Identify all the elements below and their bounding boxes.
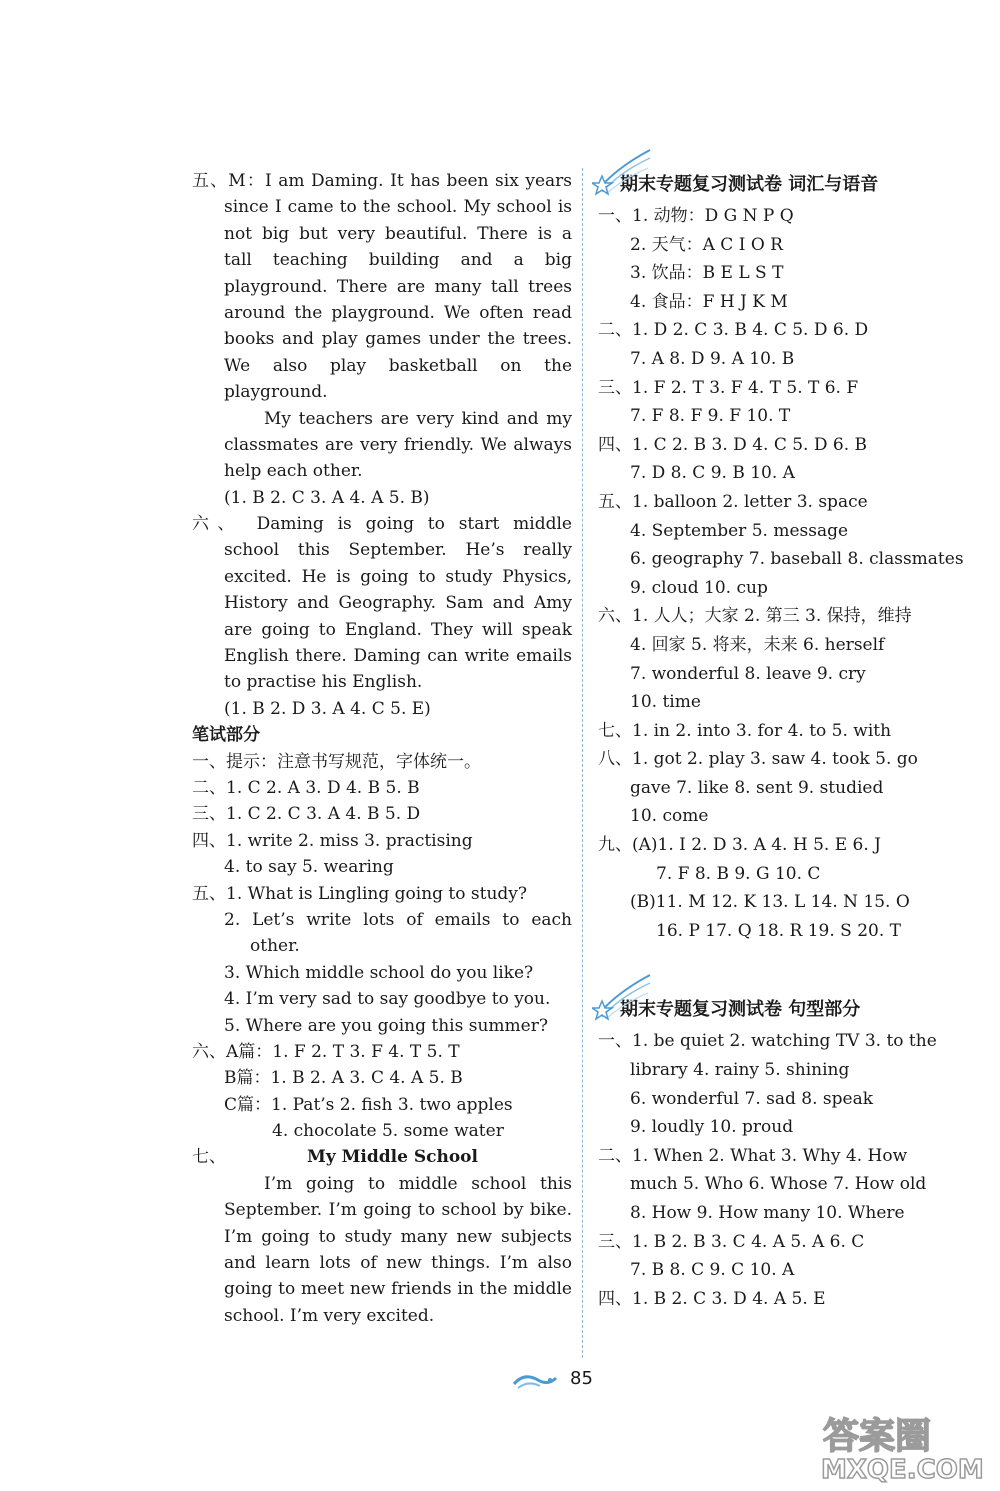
vocab-answer-line: 六、1. 人人；大家 2. 第三 3. 保持，维持 <box>598 606 912 627</box>
written-answer-line: 六、A篇：1. F 2. T 3. F 4. T 5. T <box>192 1041 460 1062</box>
vocab-answer-line: 10. come <box>630 806 709 827</box>
listening-5-line: playground. There are many tall trees <box>224 276 572 297</box>
written-section-title: 笔试部分 <box>192 725 260 746</box>
essay-line: September. I’m going to school by bike. <box>224 1200 572 1221</box>
listening-5-line: around the playground. We often read <box>224 302 572 323</box>
watermark-title: 答案圈 <box>823 1416 932 1457</box>
column-divider <box>582 168 583 1358</box>
vocab-answer-line: 7. wonderful 8. leave 9. cry <box>630 663 866 684</box>
vocab-answer-line: 4. 食品：F H J K M <box>630 291 788 312</box>
written-answer-line: 五、1. What is Lingling going to study? <box>192 883 528 904</box>
written-answer-line: 4. chocolate 5. some water <box>272 1121 504 1142</box>
vocab-answer-line: 7. F 8. B 9. G 10. C <box>656 863 821 884</box>
vocab-answer-line: 三、1. F 2. T 3. F 4. T 5. T 6. F <box>598 377 859 398</box>
vocab-answer-line: 3. 饮品：B E L S T <box>630 263 784 284</box>
vocab-answer-line: 七、1. in 2. into 3. for 4. to 5. with <box>598 720 892 741</box>
sentence-answer-line: library 4. rainy 5. shining <box>630 1060 850 1081</box>
essay-label: 七、 <box>192 1147 226 1168</box>
listening-5-line: classmates are very friendly. We always <box>224 434 572 455</box>
written-answer-line: 5. Where are you going this summer? <box>224 1015 548 1036</box>
vocab-answer-line: 五、1. balloon 2. letter 3. space <box>598 491 868 512</box>
listening-6-line: excited. He is going to study Physics, <box>224 566 572 587</box>
watermark-domain: MXQE.COM <box>821 1455 984 1485</box>
fish-logo-icon <box>510 1368 560 1394</box>
vocab-answer-line: 九、(A)1. I 2. D 3. A 4. H 5. E 6. J <box>598 835 881 856</box>
listening-6-line: are going to England. They will speak <box>224 619 572 640</box>
written-answer-line: 四、1. write 2. miss 3. practising <box>192 830 473 851</box>
shooting-star-icon <box>592 971 652 1021</box>
vocab-answer-line: 16. P 17. Q 18. R 19. S 20. T <box>656 920 901 941</box>
site-watermark <box>815 1410 995 1485</box>
sentence-answer-line: 9. loudly 10. proud <box>630 1117 794 1138</box>
listening-5-line: help each other. <box>224 461 363 482</box>
vocab-answer-line: (B)11. M 12. K 13. L 14. N 15. O <box>630 892 910 913</box>
vocab-answer-line: 2. 天气：A C I O R <box>630 234 783 255</box>
listening-5-line: since I came to the school. My school is <box>224 197 572 218</box>
written-answer-line: 三、1. C 2. C 3. A 4. B 5. D <box>192 804 421 825</box>
sentence-answer-line: 二、1. When 2. What 3. Why 4. How <box>598 1145 908 1166</box>
vocab-answer-line: 7. F 8. F 9. F 10. T <box>630 406 791 427</box>
written-answer-line: 3. Which middle school do you like? <box>224 962 534 983</box>
written-answer-line: 4. I’m very sad to say goodbye to you. <box>224 989 551 1010</box>
sentence-answer-line: much 5. Who 6. Whose 7. How old <box>630 1174 927 1195</box>
written-answer-line: 4. to say 5. wearing <box>224 857 394 878</box>
listening-6-answers: (1. B 2. D 3. A 4. C 5. E) <box>224 698 431 719</box>
essay-title: My Middle School <box>307 1147 478 1168</box>
listening-5-answers: (1. B 2. C 3. A 4. A 5. B) <box>224 487 430 508</box>
written-answer-line: other. <box>250 936 300 957</box>
vocab-answer-line: 二、1. D 2. C 3. B 4. C 5. D 6. D <box>598 320 869 341</box>
vocab-section-heading <box>598 168 990 202</box>
vocab-answer-line: 八、1. got 2. play 3. saw 4. took 5. go <box>598 749 918 770</box>
vocab-section-title: 期末专题复习测试卷 词汇与语音 <box>620 174 879 195</box>
listening-6-line: to practise his English. <box>224 672 423 693</box>
vocab-answer-line: 4. 回家 5. 将来，未来 6. herself <box>630 634 885 655</box>
written-answer-line: 二、1. C 2. A 3. D 4. B 5. B <box>192 777 420 798</box>
sentence-section-title: 期末专题复习测试卷 句型部分 <box>620 999 861 1021</box>
written-answer-line: B篇：1. B 2. A 3. C 4. A 5. B <box>224 1068 463 1089</box>
vocab-answer-line: 7. A 8. D 9. A 10. B <box>630 348 795 369</box>
essay-title-row <box>192 1144 572 1170</box>
listening-5-line: tall teaching building and a big <box>224 250 572 271</box>
essay-line: school. I’m very excited. <box>224 1305 435 1326</box>
essay-line: I’m going to middle school this <box>264 1173 572 1194</box>
listening-5-line: not big but very beautiful. There is a <box>224 223 572 244</box>
vocab-answer-line: gave 7. like 8. sent 9. studied <box>630 777 884 798</box>
sentence-answer-line: 7. B 8. C 9. C 10. A <box>630 1260 795 1281</box>
sentence-answer-line: 6. wonderful 7. sad 8. speak <box>630 1088 874 1109</box>
listening-6-line: 六、 Daming is going to start middle <box>192 514 572 535</box>
sentence-answer-line: 8. How 9. How many 10. Where <box>630 1203 905 1223</box>
shooting-star-icon <box>592 146 652 196</box>
vocab-answer-line: 6. geography 7. baseball 8. classmates <box>630 549 964 570</box>
essay-line: I’m going to study many new subjects <box>224 1226 572 1247</box>
essay-line: going to meet new friends in the middle <box>224 1279 572 1300</box>
section-spacer <box>598 945 990 993</box>
listening-6-line: school this September. He’s really <box>224 540 572 561</box>
written-answer-line: 2. Let’s write lots of emails to each <box>224 909 572 930</box>
vocab-answer-line: 4. September 5. message <box>630 520 849 541</box>
sentence-section-heading <box>598 993 990 1027</box>
vocab-answer-line: 9. cloud 10. cup <box>630 577 768 598</box>
page-number: 85 <box>570 1368 593 1389</box>
listening-5-line: My teachers are very kind and my <box>264 408 572 429</box>
listening-5-line: We also play basketball on the <box>224 355 572 376</box>
listening-5-line: playground. <box>224 382 328 403</box>
sentence-answer-line: 四、1. B 2. C 3. D 4. A 5. E <box>598 1288 826 1309</box>
vocab-answer-line: 四、1. C 2. B 3. D 4. C 5. D 6. B <box>598 434 868 455</box>
essay-line: and learn lots of new things. I’m also <box>224 1253 572 1274</box>
right-column <box>598 168 990 1313</box>
listening-6-line: English there. Daming can write emails <box>224 646 572 667</box>
listening-5-line: books and play games under the trees. <box>224 329 572 350</box>
written-answer-line: C篇：1. Pat’s 2. fish 3. two apples <box>224 1094 513 1115</box>
listening-5-line: 五、M：I am Daming. It has been six years <box>192 171 572 191</box>
vocab-answer-line: 10. time <box>630 692 701 713</box>
left-column <box>192 168 572 1329</box>
vocab-answer-line: 7. D 8. C 9. B 10. A <box>630 463 795 484</box>
vocab-answer-line: 一、1. 动物：D G N P Q <box>598 206 794 226</box>
sentence-answer-line: 三、1. B 2. B 3. C 4. A 5. A 6. C <box>598 1231 865 1252</box>
sentence-answer-line: 一、1. be quiet 2. watching TV 3. to the <box>598 1031 937 1052</box>
written-answer-line: 一、提示：注意书写规范，字体统一。 <box>192 751 481 772</box>
listening-6-line: History and Geography. Sam and Amy <box>224 593 572 614</box>
